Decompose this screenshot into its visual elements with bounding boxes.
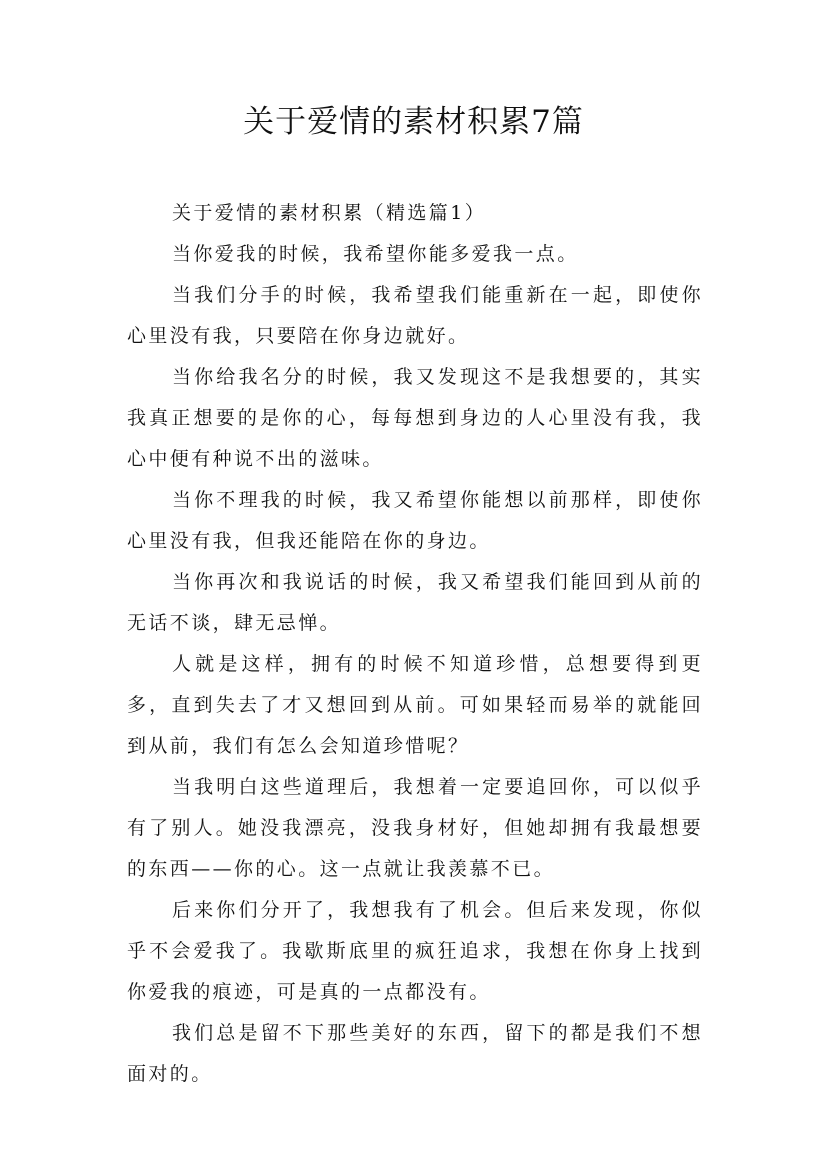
paragraph: 当你再次和我说话的时候，我又希望我们能回到从前的无话不谈，肆无忌惮。 [127, 571, 703, 634]
paragraph: 人就是这样，拥有的时候不知道珍惜，总想要得到更多，直到失去了才又想回到从前。可如果轻而易举的就能回到从前，我们有怎么会知道珍惜呢？ [127, 653, 703, 757]
paragraph: 当你爱我的时候，我希望你能多爱我一点。 [172, 243, 579, 265]
section-heading: 关于爱情的素材积累（精选篇1） [172, 202, 487, 224]
paragraph: 当我明白这些道理后，我想着一定要追回你，可以似乎有了别人。她没我漂亮，没我身材好，但她却拥有我最想要的东西——你的心。这一点就让我羡慕不已。 [127, 776, 703, 880]
paragraph: 后来你们分开了，我想我有了机会。但后来发现，你似乎不会爱我了。我歇斯底里的疯狂追求，我想在你身上找到你爱我的痕迹，可是真的一点都没有。 [127, 899, 703, 1003]
document-title: 关于爱情的素材积累7篇 [243, 104, 584, 140]
paragraph: 当你给我名分的时候，我又发现这不是我想要的，其实我真正想要的是你的心，每每想到身边的人心里没有我，我心中便有种说不出的滋味。 [127, 366, 703, 470]
paragraph: 我们总是留不下那些美好的东西，留下的都是我们不想面对的。 [127, 1022, 703, 1085]
paragraph: 当我们分手的时候，我希望我们能重新在一起，即使你心里没有我，只要陪在你身边就好。 [127, 284, 703, 347]
paragraph: 当你不理我的时候，我又希望你能想以前那样，即使你心里没有我，但我还能陪在你的身边。 [127, 489, 703, 552]
document-body [127, 193, 703, 1095]
